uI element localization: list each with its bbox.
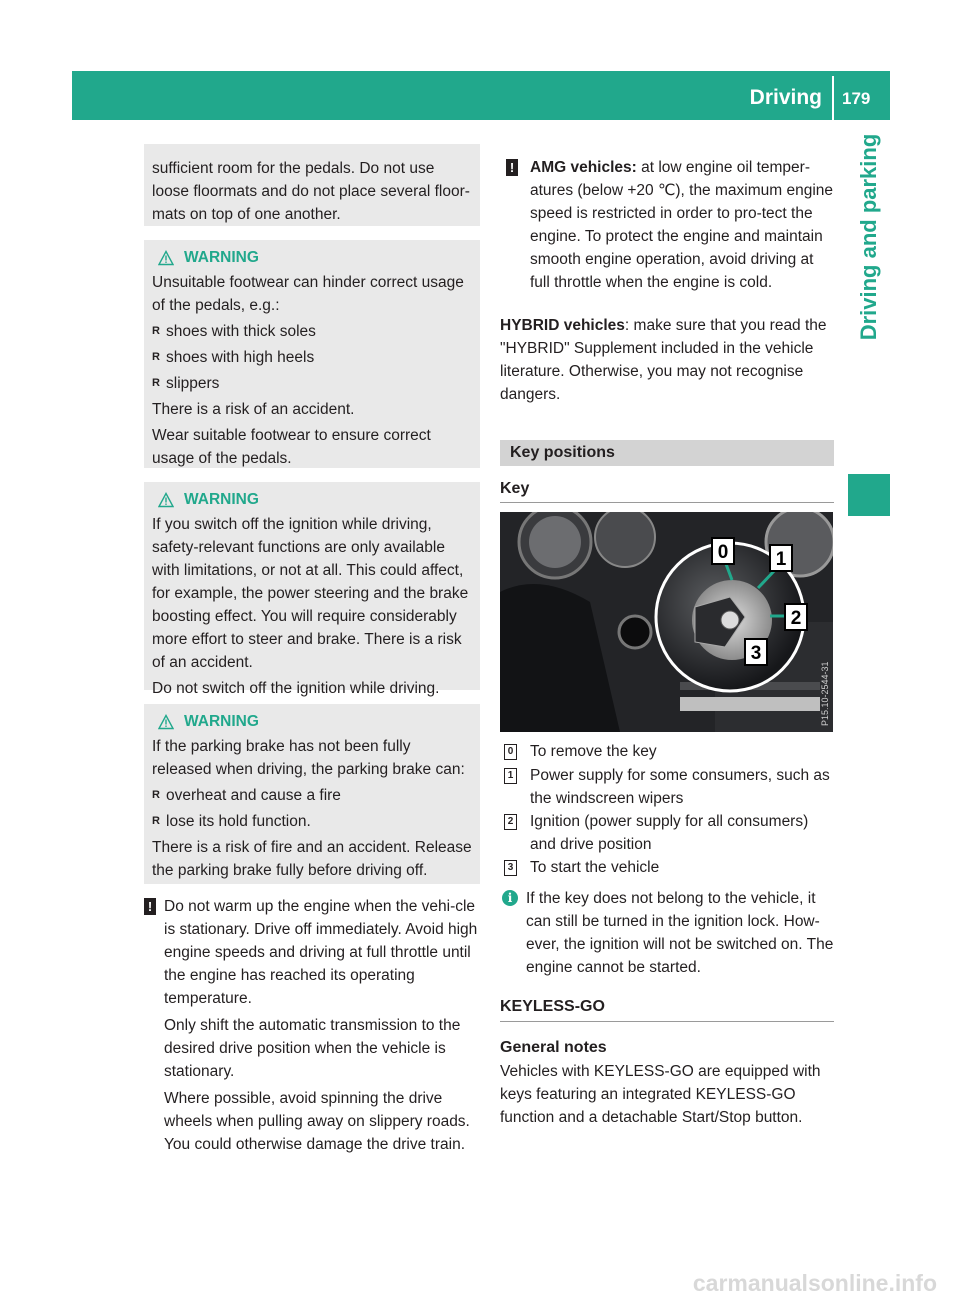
warning-triangle-icon (158, 492, 174, 508)
warning-action: Wear suitable footwear to ensure correct usage of the pedals. (152, 427, 431, 467)
bullet-item: R overheat and cause a fire (152, 784, 472, 807)
warning-heading (152, 488, 472, 511)
position-text: To remove the key (530, 743, 657, 760)
section-header-title: Key positions (510, 444, 615, 461)
note-paragraph: Only shift the automatic transmission to the desired drive position when the vehicle is stationary. (164, 1017, 461, 1080)
page-number: 179 (842, 89, 871, 108)
amg-text: at low engine oil temper-atures (below +20 ℃), the maximum engine speed is restricted in order to pro-tect the engine. To protect the engine and maintain smooth engine operation, avoid driving at full throttle when the engine is cold. (530, 159, 834, 291)
figure-code: P15.10-2544-31 (820, 661, 830, 726)
caution-note (144, 895, 484, 1160)
figure-label-2: 2 (790, 608, 802, 629)
general-notes-paragraph: Vehicles with KEYLESS-GO are equipped with keys featuring an integrated KEYLESS-GO function and a detachable Start/Stop button. (500, 1063, 821, 1126)
heading-rule (500, 1021, 834, 1022)
position-text: To start the vehicle (530, 859, 660, 876)
amg-note (500, 156, 834, 294)
warning-heading (152, 246, 472, 269)
hybrid-note (500, 314, 834, 406)
side-tab-label: Driving and parking (856, 133, 881, 341)
info-icon: i (502, 890, 518, 906)
general-notes-heading: General notes (500, 1039, 607, 1056)
note-paragraph: Where possible, avoid spinning the drive wheels when pulling away on slippery roads. You could otherwise damage the drive train. (164, 1090, 470, 1153)
position-number: 0 (504, 744, 517, 760)
section-header (500, 440, 834, 466)
section-title: Driving (749, 86, 822, 109)
keyless-heading: KEYLESS-GO (500, 998, 605, 1015)
warning-box-footwear (144, 240, 480, 468)
position-number: 3 (504, 860, 517, 876)
bullet-text: slippers (166, 375, 220, 392)
warning-box-ignition (144, 482, 480, 697)
warning-title: WARNING (184, 491, 259, 508)
warning-body: If you switch off the ignition while driving, safety-relevant functions are only available with limitations, or not at all. This could affect, for example, the power steering and the brake boosting effect. You will require considerably more effort to steer and brake. There is a risk of an accident. (152, 516, 469, 671)
note-paragraph: Do not warm up the engine when the vehi-cle is stationary. Drive off immediately. Avoid high engine speeds and driving at full throttle until the engine has reached its operating temperature. (164, 898, 478, 1007)
bullet-text: overheat and cause a fire (166, 787, 341, 804)
warning-risk: There is a risk of an accident. (152, 401, 355, 418)
general-notes-text (500, 1060, 834, 1129)
figure-label-1: 1 (775, 549, 787, 570)
bullet-item: R shoes with thick soles (152, 320, 472, 343)
hybrid-label: HYBRID vehicles (500, 317, 625, 334)
bullet-item: R slippers (152, 372, 472, 395)
figure-label-0: 0 (717, 542, 729, 563)
watermark: carmanualsonline.info (692, 1270, 937, 1296)
ignition-lock-illustration (500, 512, 833, 732)
caution-icon: ! (144, 898, 156, 915)
warning-risk: There is a risk of fire and an accident. Release the parking brake fully before driving off. (152, 839, 472, 879)
heading-rule (500, 502, 834, 503)
amg-label: AMG vehicles: (530, 159, 637, 176)
key-position-item (500, 764, 834, 810)
info-note (500, 887, 834, 979)
box-text: sufficient room for the pedals. Do not use loose floormats and do not place several floor-mats on top of one another. (152, 160, 470, 223)
warning-box-parking-brake (144, 704, 480, 884)
bullet-item: R lose its hold function. (152, 810, 472, 833)
bullet-text: shoes with high heels (166, 349, 315, 366)
bullet-item: R shoes with high heels (152, 346, 472, 369)
figure-label-3: 3 (750, 643, 762, 664)
bullet-text: shoes with thick soles (166, 323, 316, 340)
key-position-item (500, 740, 834, 763)
warning-heading (152, 710, 472, 733)
warning-intro: If the parking brake has not been fully released when driving, the parking brake can: (152, 738, 465, 778)
position-number: 2 (504, 814, 517, 830)
key-heading: Key (500, 480, 530, 497)
warning-intro: Unsuitable footwear can hinder correct usage of the pedals, e.g.: (152, 274, 464, 314)
key-position-item (500, 856, 834, 879)
ignition-key-photo (500, 512, 833, 732)
position-text: Ignition (power supply for all consumers) and drive position (530, 813, 809, 853)
warning-triangle-icon (158, 714, 174, 730)
bullet-text: lose its hold function. (166, 813, 311, 830)
caution-icon: ! (506, 159, 518, 176)
side-tab-marker (848, 474, 890, 516)
warning-title: WARNING (184, 713, 259, 730)
warning-triangle-icon (158, 250, 174, 266)
hybrid-text: : make sure that you read the "HYBRID" Supplement included in the vehicle literature. Otherwise, you may not recognise dangers. (500, 317, 827, 403)
warning-title: WARNING (184, 249, 259, 266)
position-text: Power supply for some consumers, such as the windscreen wipers (530, 767, 830, 807)
key-position-item (500, 810, 834, 856)
warning-action: Do not switch off the ignition while driving. (152, 680, 440, 697)
header-divider (832, 76, 834, 120)
info-text: If the key does not belong to the vehicle, it can still be turned in the ignition lock. How-ever, the ignition will not be switched on. The engine cannot be started. (526, 890, 834, 976)
position-number: 1 (504, 768, 517, 784)
continued-warning-box (144, 144, 480, 226)
